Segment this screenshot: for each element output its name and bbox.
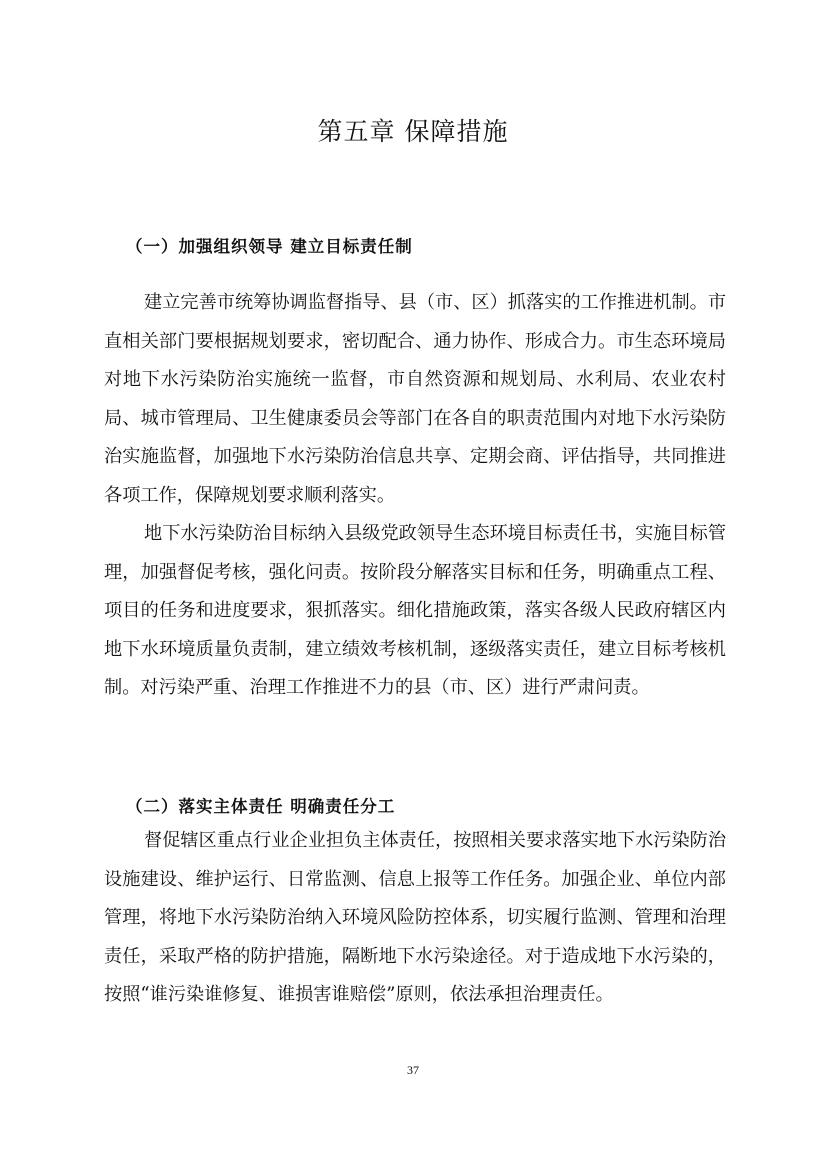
- section-heading-2: （二）落实主体责任 明确责任分工: [126, 797, 396, 816]
- section-1-paragraph-2: 地下水污染防治目标纳入县级党政领导生态环境目标责任书，实施目标管理，加强督促考核，强化问责。按阶段分解落实目标和任务，明确重点工程、项目的任务和进度要求，狠抓落实。细化措施政策，落实各级人民政府辖区内地下水环境质量负责制，建立绩效考核机制，逐级落实责任，建立目标考核机制。对污染严重、治理工作推进不力的县（市、区）进行严肃问责。: [104, 523, 727, 698]
- page-number: 37: [407, 1063, 419, 1077]
- section-heading-1: （一）加强组织领导 建立目标责任制: [126, 237, 413, 256]
- section-2-paragraph-1: 督促辖区重点行业企业担负主体责任，按照相关要求落实地下水污染防治设施建设、维护运行、日常监测、信息上报等工作任务。加强企业、单位内部管理，将地下水污染防治纳入环境风险防控体系，切实履行监测、管理和治理责任，采取严格的防护措施，隔断地下水污染途径。对于造成地下水污染的，按照“谁污染谁修复、谁损害谁赔偿”原则，依法承担治理责任。: [104, 830, 727, 1005]
- section-1-paragraph-1: 建立完善市统筹协调监督指导、县（市、区）抓落实的工作推进机制。市直相关部门要根据规划要求，密切配合、通力协作、形成合力。市生态环境局对地下水污染防治实施统一监督，市自然资源和规划局、水利局、农业农村局、城市管理局、卫生健康委员会等部门在各自的职责范围内对地下水污染防治实施监督，加强地下水污染防治信息共享、定期会商、评估指导，共同推进各项工作，保障规划要求顺利落实。: [104, 292, 727, 506]
- chapter-title: 第五章 保障措施: [317, 117, 509, 146]
